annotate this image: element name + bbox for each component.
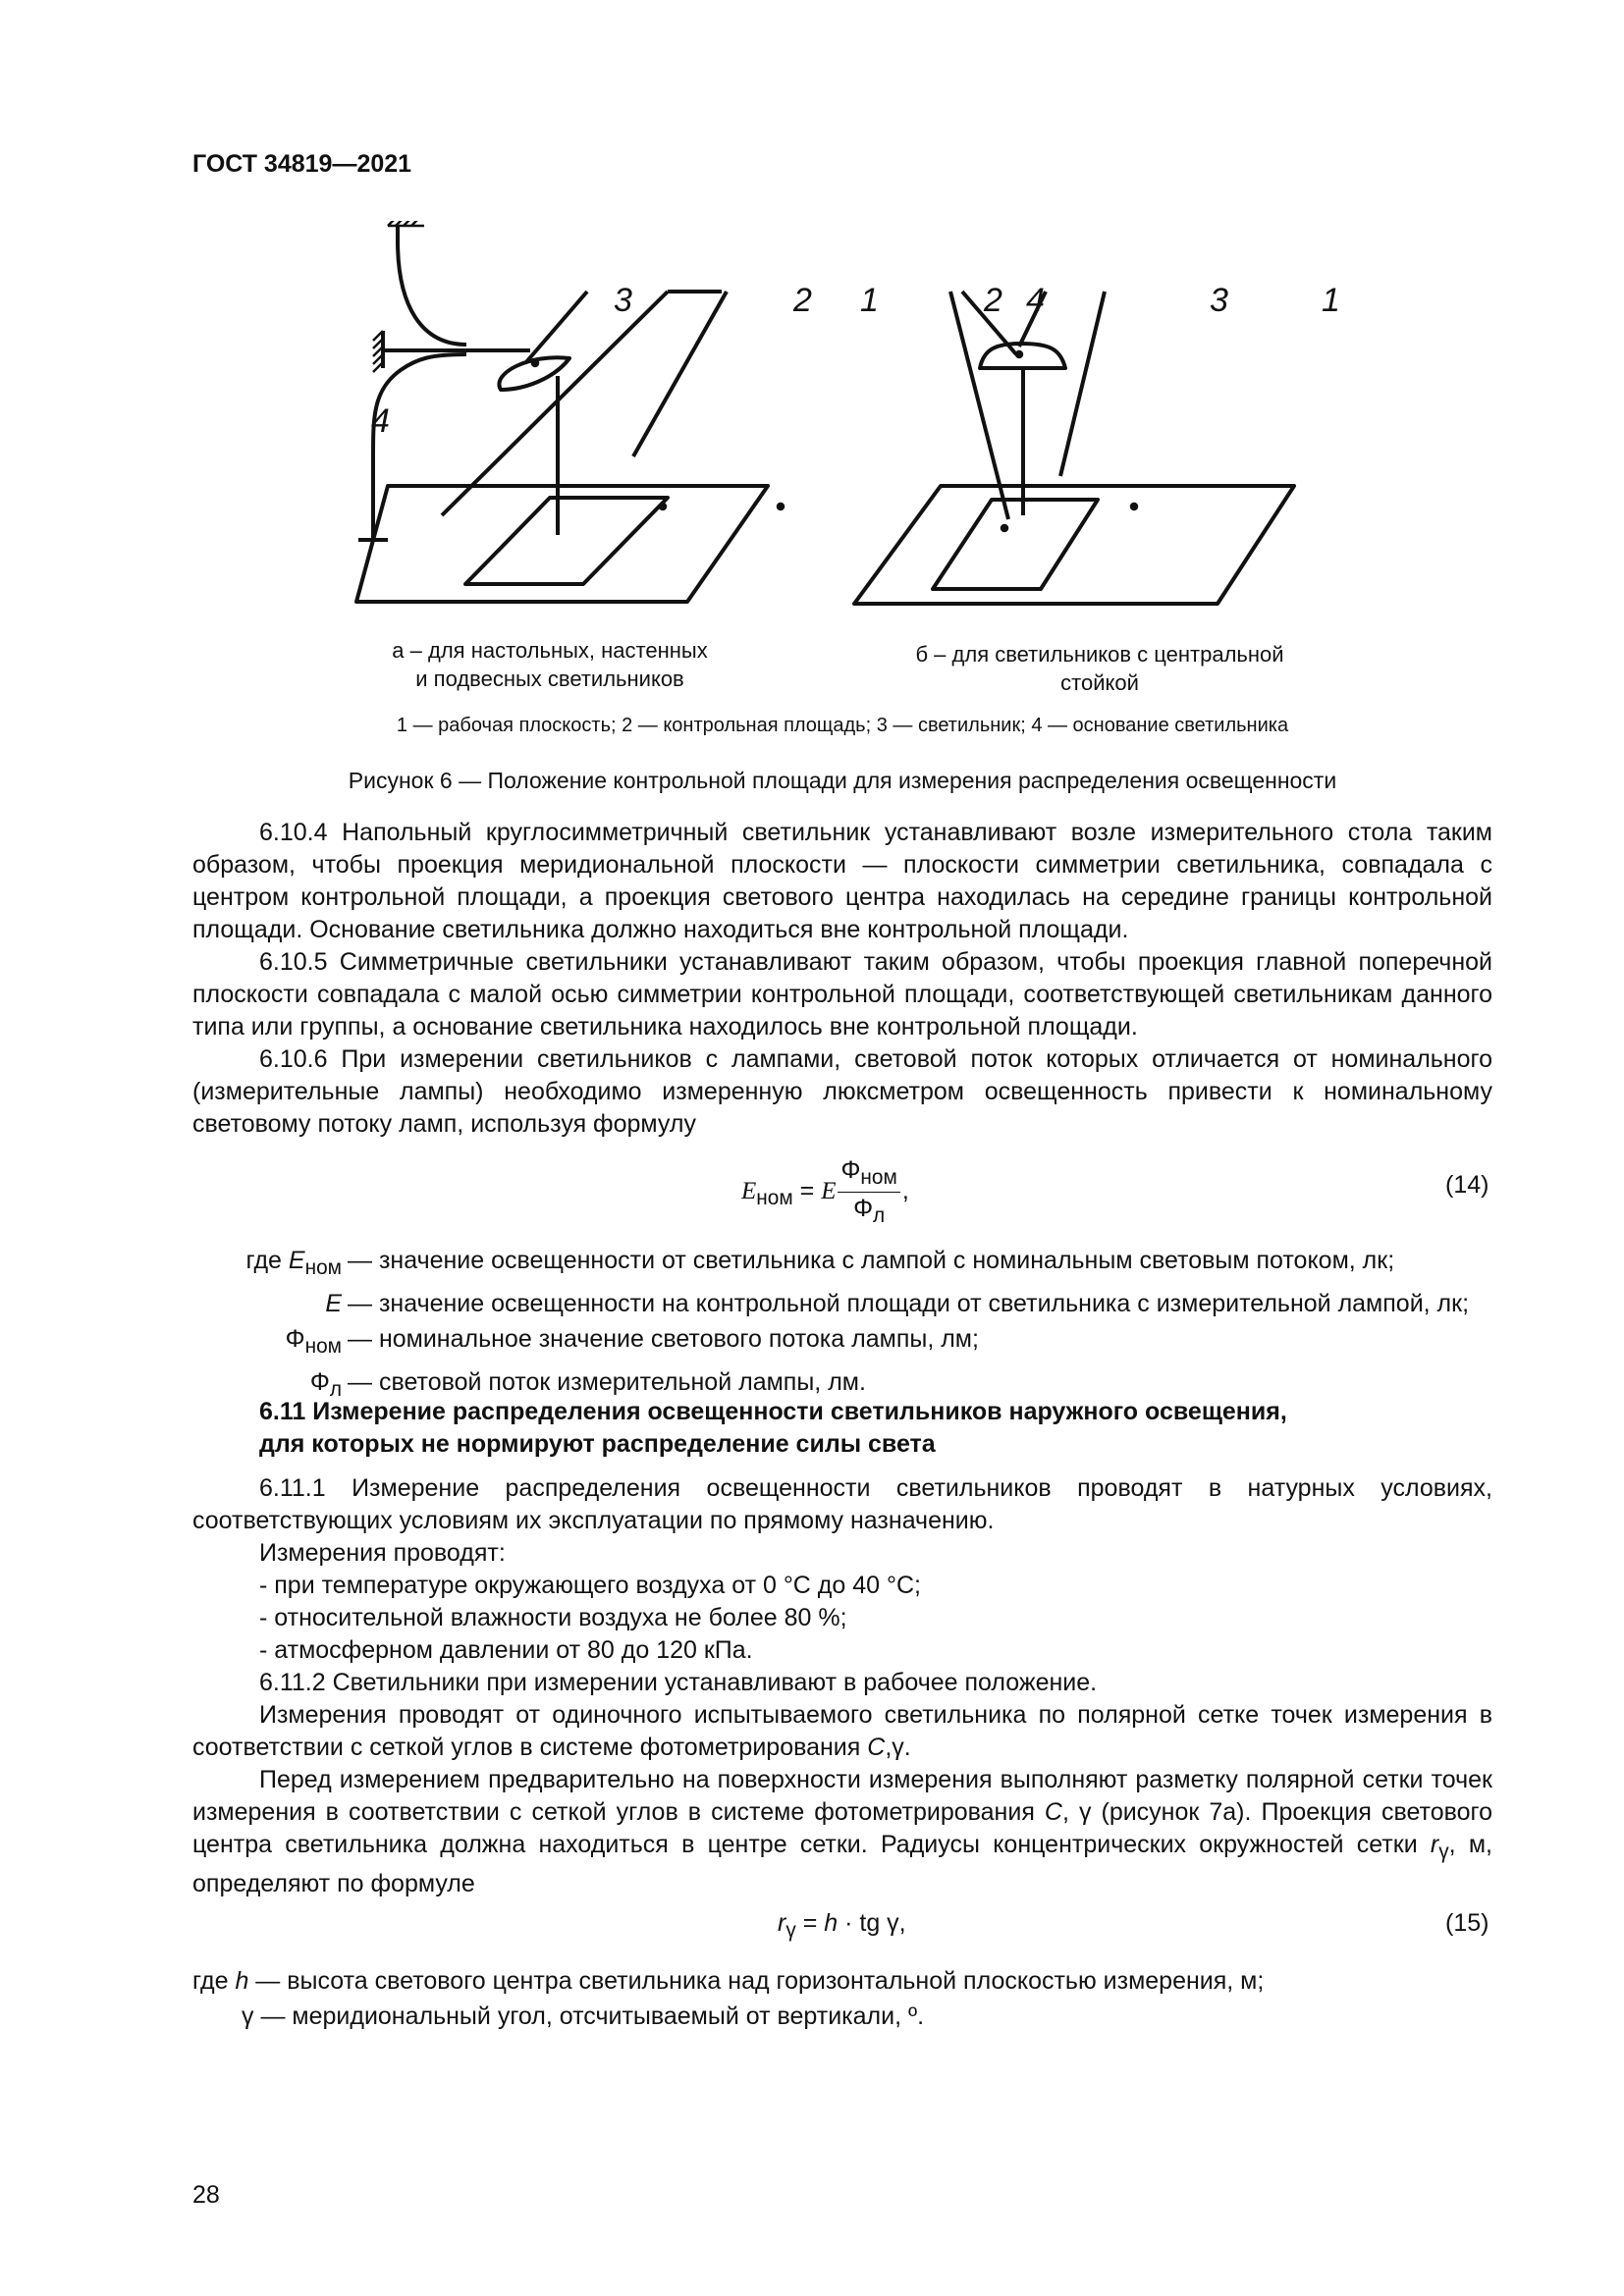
where-15 <box>192 1963 1492 2034</box>
paragraph-6-10-4: 6.10.4 Напольный круглосимметричный светильник устанавливают возле измерительного стола таким образом, чтобы проекция меридиональной плоскости — плоскости симметрии светильника, совпадала с центром контрольной площади, а проекция светового центра находилась на середине границы контрольной площади. Основание светильника должно находиться вне контрольной площади. <box>192 819 1492 943</box>
paragraph-6-11-1: 6.11.1 Измерение распределения освещенности светильников проводят в натурных условиях, соответствующих условиям их эксплуатации по прямому назначению. <box>192 1474 1492 1534</box>
where-14-row: E — значение освещенности на контрольной площади от светильника с измерительной лампой, лк; <box>325 1290 1470 1317</box>
formula-14: $E_{ном} = E$ $\frac{\Phi_{ном}}{\Phi_л}$ , <box>741 1156 909 1227</box>
paragraph-6-11-2: 6.11.2 Светильники при измерении устанавливают в рабочее положение. <box>259 1669 1098 1696</box>
where-14-row: где $E_{ном}$ — значение освещенности от светильника с лампой с номинальным световым потоком, лк; <box>245 1247 1395 1279</box>
paragraph-single-luminaire: Измерения проводят от одиночного испытываемого светильника по полярной сетке точек измерения в соответствии с сеткой углов в системе фотометрирования C,γ. <box>192 1701 1492 1761</box>
measure-intro: Измерения проводят: <box>259 1539 506 1567</box>
figure-label-4a: 4 <box>371 402 390 440</box>
paragraph-6-10-6: 6.10.6 При измерении светильников с лампами, световой поток которых отличается от номинального (измерительные лампы) необходимо измеренную люксметром освещенность привести к номинальному световому потоку ламп, используя формулу <box>192 1045 1492 1138</box>
condition-item: - атмосферном давлении от 80 до 120 кПа. <box>259 1636 753 1664</box>
figure-label-1b: 1 <box>1322 282 1340 319</box>
leader-1b <box>1060 292 1105 476</box>
leader-1a <box>633 292 727 456</box>
figure-label-1a: 1 <box>860 282 879 319</box>
formula-15: $r_\gamma = h$ · tg γ, <box>778 1909 906 1942</box>
section-heading-6-11: 6.11 Измерение распределения освещенности светильников наружного освещения, для которых не нормируют распределение силы света <box>259 1398 1287 1458</box>
figure-title: Рисунок 6 — Положение контрольной площади для измерения распределения освещенности <box>348 768 1337 793</box>
figure-label-2b: 2 <box>984 282 1002 319</box>
control-area-a <box>465 498 668 584</box>
figure-label-4b: 4 <box>1026 282 1045 319</box>
condition-item: - при температуре окружающего воздуха от 0 °C до 40 °C; <box>259 1572 921 1599</box>
figure-label-3a: 3 <box>614 282 632 319</box>
where-15-row: где h — высота светового центра светильника над горизонтальной плоскостью измерения, м; <box>192 1967 1265 1995</box>
where-14-row: $\Phi_{ном}$ — номинальное значение светового потока лампы, лм; <box>285 1325 979 1358</box>
figure-label-2a: 2 <box>793 282 812 319</box>
figure-label-3b: 3 <box>1210 282 1228 319</box>
paragraph-grid-marking: Перед измерением предварительно на поверхности измерения выполняют разметку полярной сетки точек измерения в соответствии с сеткой углов в системе фотометрирования C, γ (рисунок 7а). Проекция светового центра светильника должна находиться в центре сетки. Радиусы концентрических окружностей сетки $r_\gamma$, м, определяют по формуле <box>192 1766 1492 1897</box>
equation-number-15: (15) <box>1445 1909 1489 1937</box>
where-15-row: γ — меридиональный угол, отсчитываемый от вертикали, º. <box>242 2002 925 2030</box>
where-14 <box>192 1243 1492 1408</box>
caption-b: б – для светильников с центральной стойкой <box>915 642 1284 695</box>
equation-number-14: (14) <box>1445 1171 1489 1199</box>
figure-legend: 1 — рабочая плоскость; 2 — контрольная площадь; 3 — светильник; 4 — основание светильника <box>396 715 1289 736</box>
leader-3a <box>525 292 587 363</box>
condition-item: - относительной влажности воздуха не более 80 %; <box>259 1604 847 1631</box>
page-number: 28 <box>192 2181 220 2209</box>
control-area-b <box>933 500 1098 589</box>
where-14-row: $\Phi_л$ — световой поток измерительной лампы, лм. <box>309 1368 866 1401</box>
leader-2a <box>442 292 722 515</box>
section-6-10-text <box>192 817 1492 1141</box>
section-6-11-text <box>192 1396 1492 1900</box>
document-header: ГОСТ 34819—2021 <box>192 150 412 178</box>
working-plane-b <box>854 486 1294 604</box>
caption-a: а – для настольных, настенных и подвесных светильников <box>392 638 708 691</box>
hatch-ceiling-a <box>388 221 424 226</box>
paragraph-6-10-5: 6.10.5 Симметричные светильники устанавливают таким образом, чтобы проекция главной поперечной плоскости совпадала с малой осью симметрии контрольной площади, соответствующей светильникам данного типа или группы, а основание светильника находилось вне контрольной площади. <box>192 948 1492 1041</box>
